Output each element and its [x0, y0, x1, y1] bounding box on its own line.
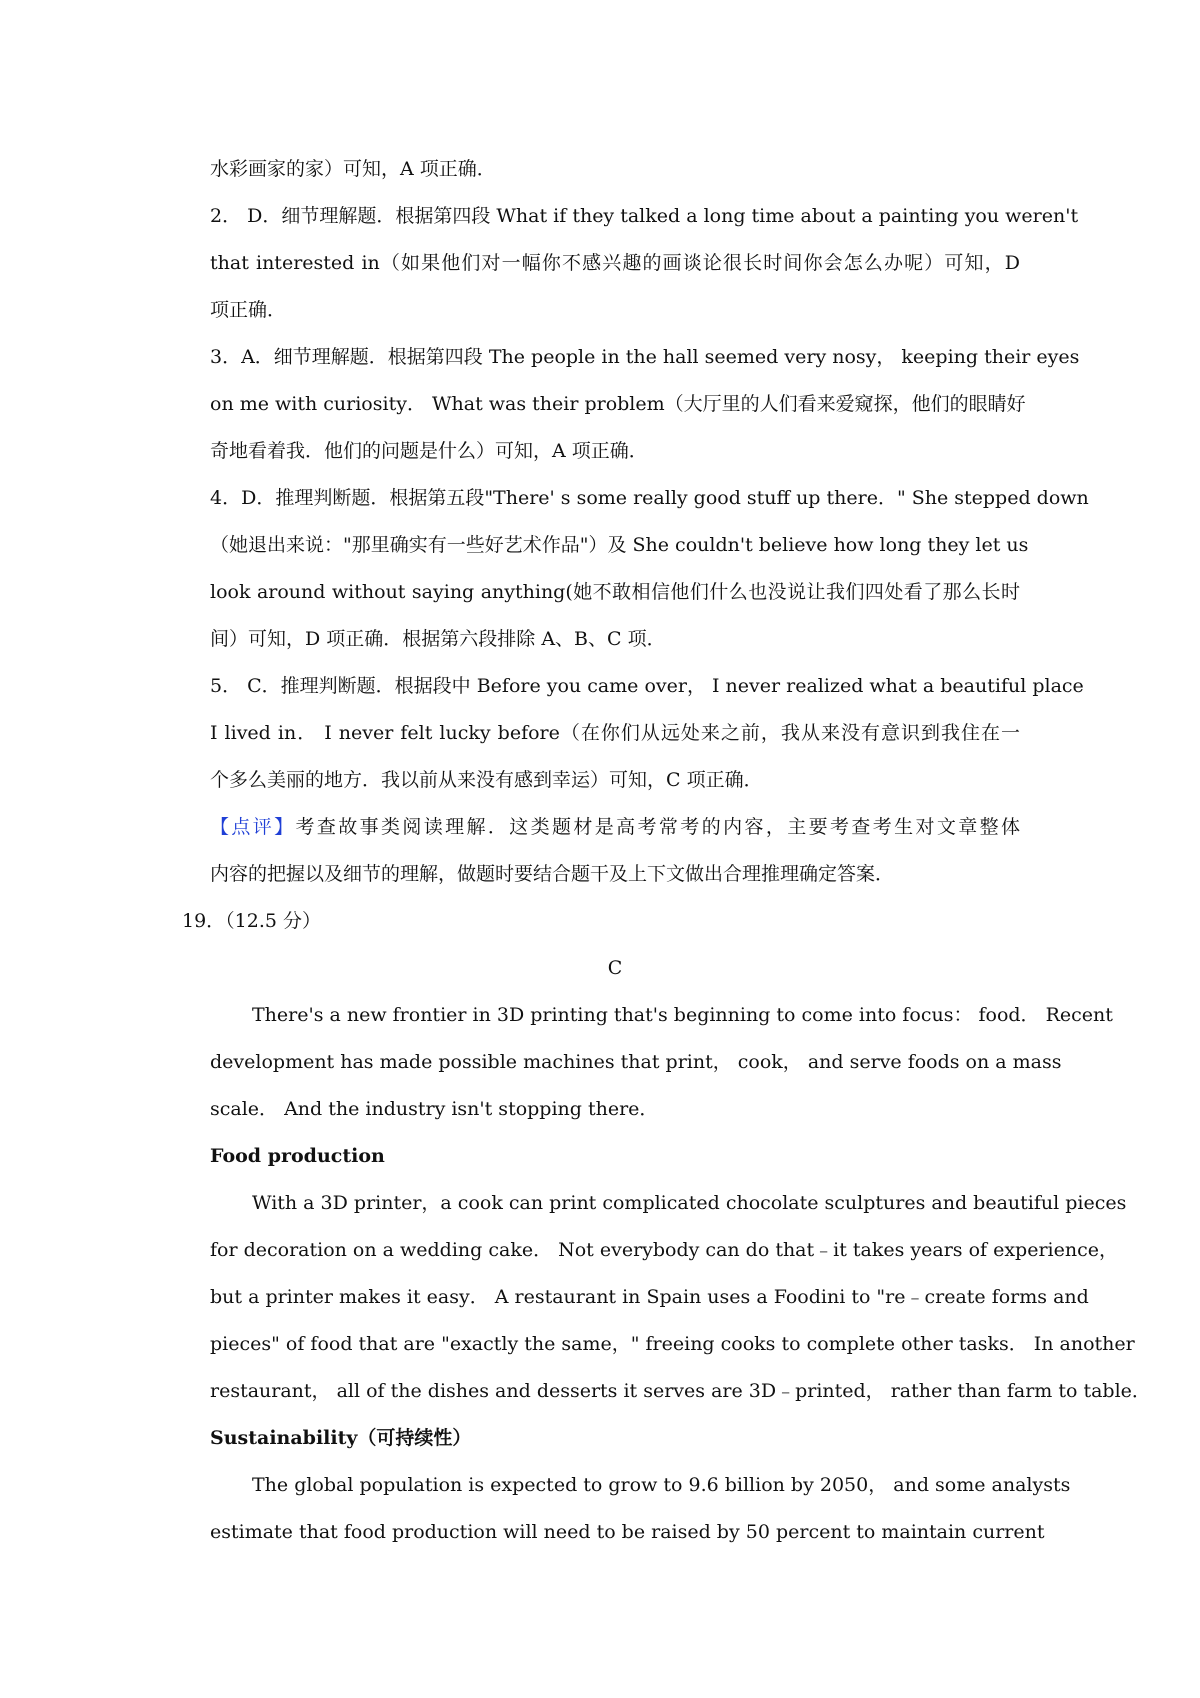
answer-line: look around without saying anything(她不敢相信他们什么也没说让我们四处看了那么长时 [210, 581, 1020, 603]
passage-line: pieces" of food that are "exactly the same，" freeing cooks to complete other tasks． In another [210, 1333, 1135, 1355]
comment-line: 内容的把握以及细节的理解，做题时要结合题干及上下文做出合理推理确定答案． [210, 863, 895, 885]
passage-line: development has made possible machines that print， cook， and serve foods on a mass [210, 1051, 1062, 1073]
answer-line: 奇地看着我．他们的问题是什么）可知，A 项正确． [210, 440, 648, 462]
passage-line: restaurant， all of the dishes and desserts it serves are 3D﹣printed， rather than farm to table． [210, 1380, 1151, 1402]
comment-tag: 【点评】 [210, 816, 296, 838]
answer-4-line: 4．D．推理判断题．根据第五段"There' s some really good stuff up there．" She stepped down [210, 487, 1089, 509]
answer-2-line: 2． D．细节理解题．根据第四段 What if they talked a long time about a painting you weren't [210, 205, 1079, 227]
passage-line: for decoration on a wedding cake． Not everybody can do that﹣it takes years of experience， [210, 1239, 1118, 1261]
answer-line: 个多么美丽的地方．我以前从来没有感到幸运）可知，C 项正确． [210, 769, 763, 791]
comment-text: 考查故事类阅读理解．这类题材是高考常考的内容，主要考查考生对文章整体 [295, 816, 1020, 838]
answer-line: 水彩画家的家）可知，A 项正确． [210, 158, 496, 180]
passage-line: There's a new frontier in 3D printing that's beginning to come into focus： food． Recent [252, 1004, 1113, 1026]
passage-label: C [607, 957, 623, 979]
answer-line: 项正确． [210, 299, 287, 321]
answer-line: （她退出来说："那里确实有一些好艺术作品"）及 She couldn't believe how long they let us [210, 534, 1029, 556]
answer-line: on me with curiosity． What was their problem（大厅里的人们看来爱窥探，他们的眼睛好 [210, 393, 1026, 415]
passage-line: estimate that food production will need to be raised by 50 percent to maintain current [210, 1521, 1045, 1543]
passage-line: but a printer makes it easy． A restaurant in Spain uses a Foodini to "re﹣create forms and [210, 1286, 1089, 1308]
answer-5-line: 5． C．推理判断题．根据段中 Before you came over， I never realized what a beautiful place [210, 675, 1084, 697]
answer-line: 间）可知，D 项正确．根据第六段排除 A、B、C 项． [210, 628, 666, 650]
section-heading: Sustainability（可持续性） [210, 1427, 472, 1449]
answer-3-line: 3．A．细节理解题．根据第四段 The people in the hall seemed very nosy， keeping their eyes [210, 346, 1080, 368]
comment-line [210, 814, 1020, 840]
passage-line: The global population is expected to grow to 9.6 billion by 2050， and some analysts [252, 1474, 1071, 1496]
section-heading: Food production [210, 1145, 385, 1167]
answer-line: that interested in（如果他们对一幅你不感兴趣的画谈论很长时间你会怎么办呢）可知，D [210, 252, 1020, 274]
passage-line: scale． And the industry isn't stopping there． [210, 1098, 659, 1120]
passage-line: With a 3D printer，a cook can print complicated chocolate sculptures and beautiful pieces [252, 1192, 1127, 1214]
answer-line: I lived in． I never felt lucky before（在你们从远处来之前，我从来没有意识到我住在一 [210, 722, 1020, 744]
question-number: 19．（12.5 分） [182, 910, 322, 932]
